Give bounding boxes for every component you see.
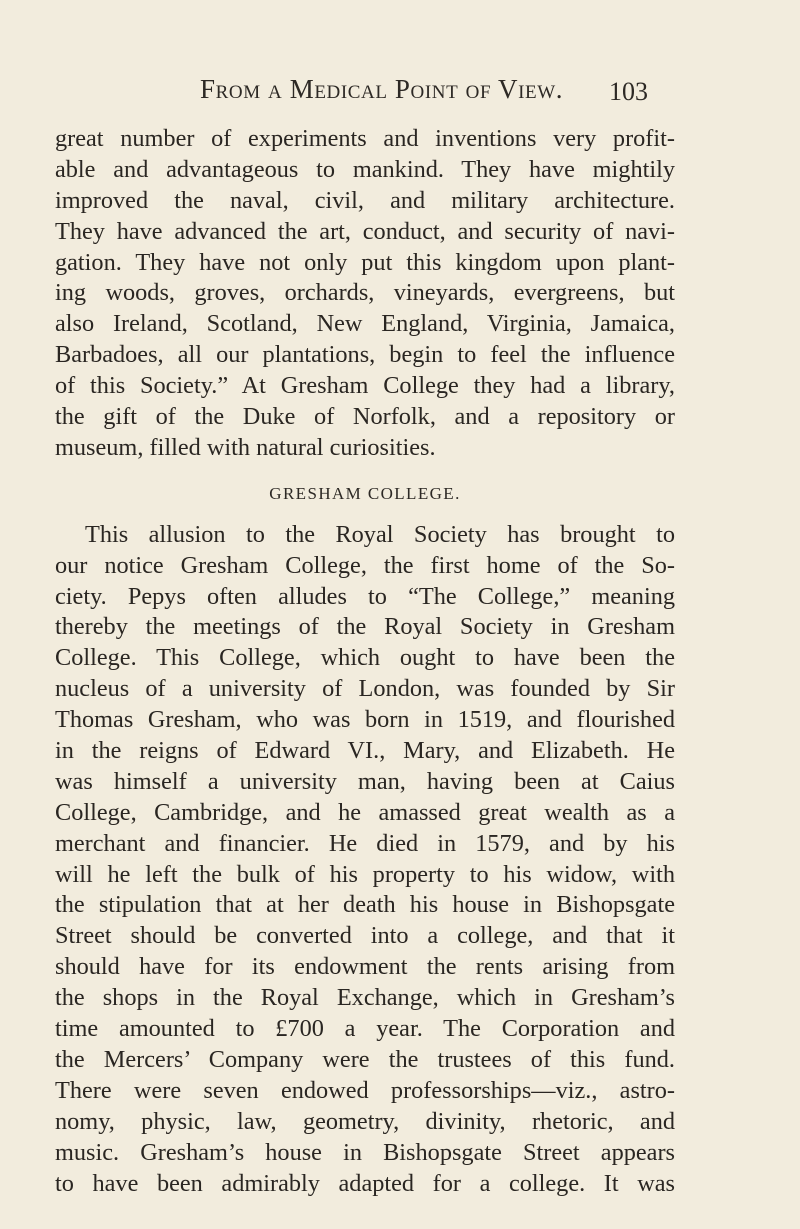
text-line: the Mercers’ Company were the trustees of this fund. <box>55 1045 675 1073</box>
text-line: our notice Gresham College, the first home of the So- <box>55 551 675 579</box>
paragraph-continued <box>55 124 675 464</box>
text-line: merchant and financier. He died in 1579, and by his <box>55 829 675 857</box>
text-line: museum, filled with natural curiosities. <box>55 433 436 461</box>
text-line: was himself a university man, having been at Caius <box>55 767 675 795</box>
text-line: also Ireland, Scotland, New England, Virginia, Jamaica, <box>55 310 675 338</box>
text-line: will he left the bulk of his property to his widow, with <box>55 860 675 888</box>
running-head <box>138 68 648 108</box>
text-line: time amounted to £700 a year. The Corporation and <box>55 1015 675 1043</box>
body-text <box>55 124 675 1199</box>
text-line: should have for its endowment the rents arising from <box>55 953 675 981</box>
text-line: in the reigns of Edward VI., Mary, and Elizabeth. He <box>55 737 675 765</box>
section-heading: GRESHAM COLLEGE. <box>269 483 461 503</box>
text-line: the gift of the Duke of Norfolk, and a repository or <box>55 403 675 431</box>
text-line: improved the naval, civil, and military architecture. <box>55 186 675 214</box>
text-line: the shops in the Royal Exchange, which in Gresham’s <box>55 984 675 1012</box>
text-line: Street should be converted into a college, and that it <box>55 922 675 950</box>
text-line: This allusion to the Royal Society has brought to <box>85 520 675 548</box>
text-line: able and advantageous to mankind. They have mightily <box>55 155 675 183</box>
running-title: From a Medical Point of View. <box>200 74 564 104</box>
text-line: great number of experiments and inventions very profit- <box>55 125 675 152</box>
text-line: They have advanced the art, conduct, and security of navi- <box>55 217 675 245</box>
text-line: Thomas Gresham, who was born in 1519, and flourished <box>55 706 675 734</box>
text-line: Barbadoes, all our plantations, begin to feel the influence <box>55 341 675 369</box>
text-line: of this Society.” At Gresham College they had a library, <box>55 372 675 400</box>
text-line: nucleus of a university of London, was founded by Sir <box>55 675 675 703</box>
text-line: the stipulation that at her death his house in Bishopsgate <box>55 891 675 919</box>
text-line: There were seven endowed professorships—viz., astro- <box>55 1076 675 1104</box>
text-line: College. This College, which ought to have been the <box>55 644 675 672</box>
section-paragraph <box>55 520 675 1200</box>
text-line: College, Cambridge, and he amassed great wealth as a <box>55 798 675 826</box>
text-line: to have been admirably adapted for a college. It was <box>55 1169 675 1197</box>
text-line: music. Gresham’s house in Bishopsgate Street appears <box>55 1138 675 1166</box>
text-line: thereby the meetings of the Royal Society in Gresham <box>55 613 675 641</box>
page-number: 103 <box>609 77 648 106</box>
text-line: nomy, physic, law, geometry, divinity, rhetoric, and <box>55 1107 675 1135</box>
text-line: gation. They have not only put this kingdom upon plant- <box>55 248 675 276</box>
text-line: ciety. Pepys often alludes to “The College,” meaning <box>55 582 675 610</box>
text-line: ing woods, groves, orchards, vineyards, evergreens, but <box>55 279 675 307</box>
